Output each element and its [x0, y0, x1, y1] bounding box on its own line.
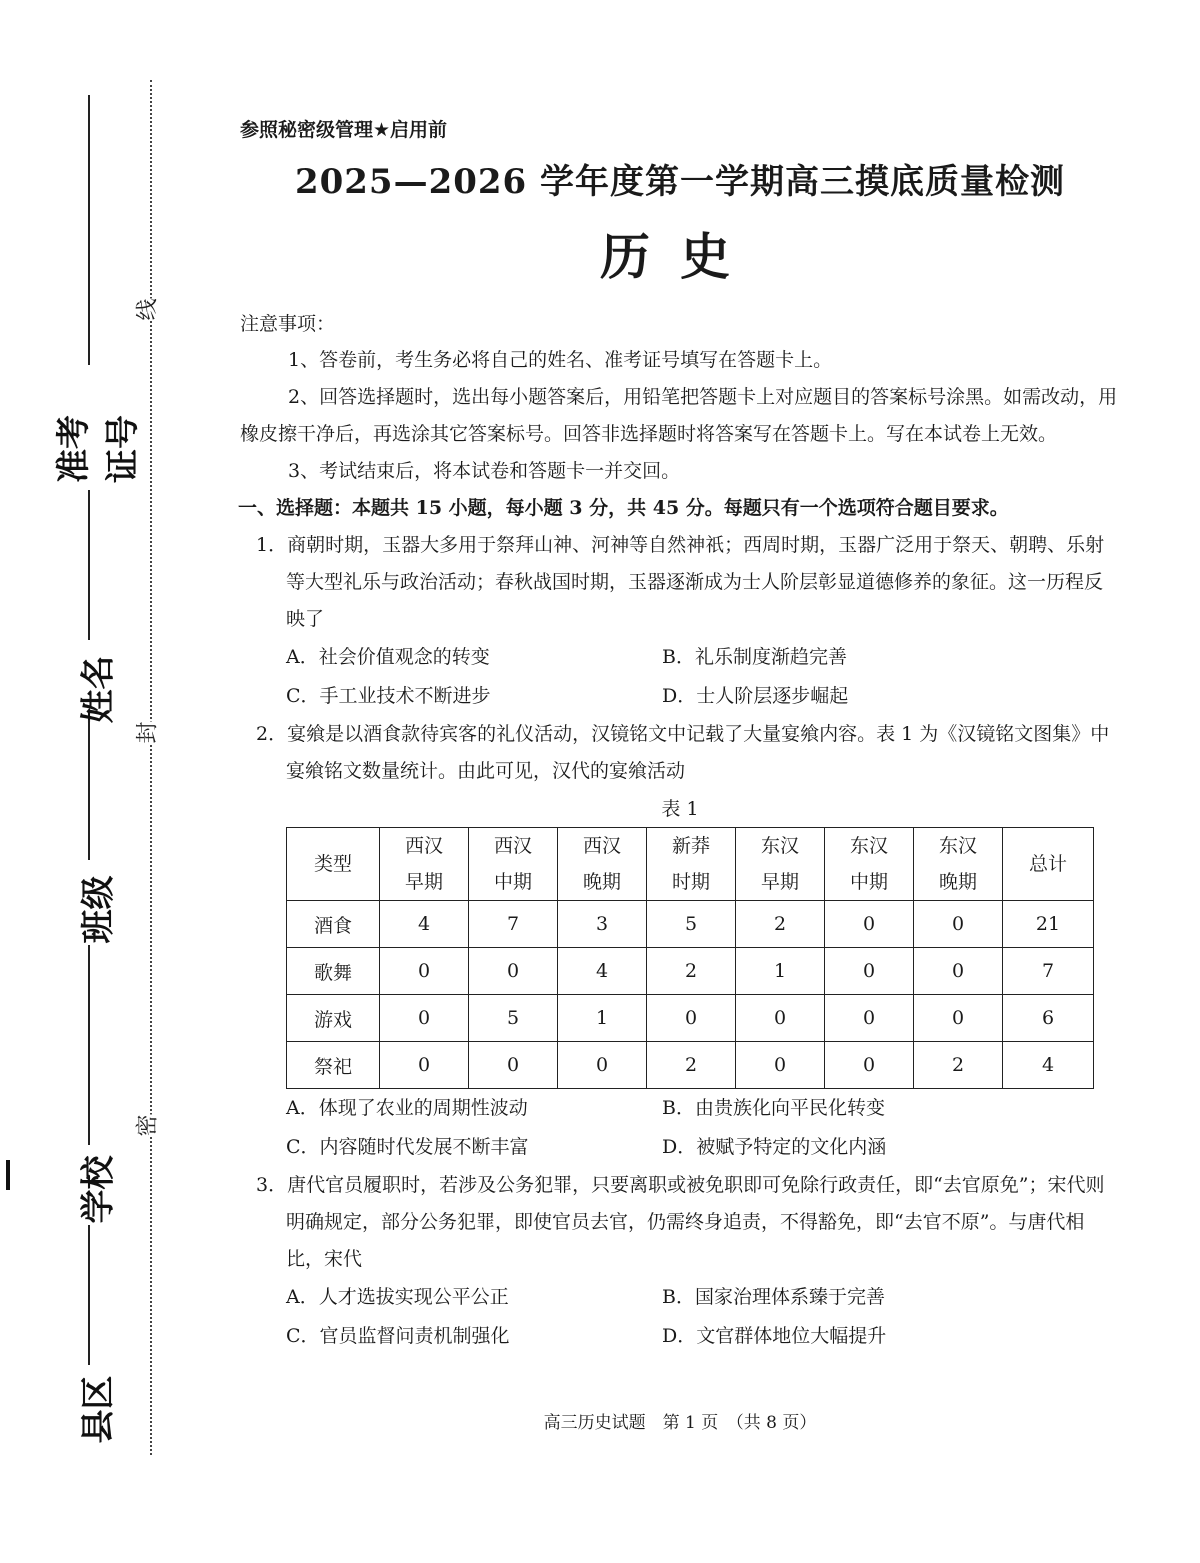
question-2-stem: 2．宴飨是以酒食款待宾客的礼仪活动，汉镜铭文中记载了大量宴飨内容。表 1 为《汉镜铭文图集》中宴飨铭文数量统计。由此可见，汉代的宴飨活动	[256, 723, 1110, 782]
table-cell: 0	[825, 995, 914, 1042]
question-1-options	[240, 638, 1120, 716]
section-heading: 一、选择题：本题共 15 小题，每小题 3 分，共 45 分。每题只有一个选项符合题目要求。	[238, 497, 1009, 519]
table-cell: 0	[825, 901, 914, 948]
table-cell: 0	[380, 995, 469, 1042]
header-period: 新莽 时期	[647, 828, 736, 901]
district-line	[88, 1225, 90, 1365]
table-cell: 2	[914, 1042, 1003, 1089]
header-period: 东汉 中期	[825, 828, 914, 901]
table-cell: 0	[736, 1042, 825, 1089]
table-cell: 7	[1003, 948, 1094, 995]
option-c: C．手工业技术不断进步	[286, 685, 491, 707]
name-label: 姓名	[78, 655, 119, 724]
option-d: D．被赋予特定的文化内涵	[662, 1136, 887, 1158]
header-period: 东汉 晚期	[914, 828, 1003, 901]
table-cell: 0	[825, 1042, 914, 1089]
table-cell: 0	[558, 1042, 647, 1089]
header-period: 西汉 晚期	[558, 828, 647, 901]
table-row	[287, 901, 1094, 948]
option-c: C．内容随时代发展不断丰富	[286, 1136, 529, 1158]
table-caption: 表 1	[661, 798, 699, 820]
option-c: C．官员监督问责机制强化	[286, 1325, 510, 1347]
table-cell: 0	[736, 995, 825, 1042]
table-cell: 5	[469, 995, 558, 1042]
exam-title: 2025—2026 学年度第一学期高三摸底质量检测	[294, 162, 1066, 202]
table-cell: 3	[558, 901, 647, 948]
class-line	[88, 720, 90, 860]
table-cell: 0	[469, 948, 558, 995]
question-3-options	[240, 1278, 1120, 1356]
header-period: 西汉 早期	[380, 828, 469, 901]
table-cell: 4	[1003, 1042, 1094, 1089]
table-cell: 0	[914, 948, 1003, 995]
table-cell: 1	[558, 995, 647, 1042]
table-cell: 1	[736, 948, 825, 995]
table-cell: 2	[736, 901, 825, 948]
district-label: 县区	[78, 1375, 119, 1444]
notice-heading: 注意事项：	[240, 313, 336, 335]
table-cell: 7	[469, 901, 558, 948]
header-period: 西汉 中期	[469, 828, 558, 901]
header-period: 东汉 早期	[736, 828, 825, 901]
table-cell: 5	[647, 901, 736, 948]
option-d: D．文官群体地位大幅提升	[662, 1325, 887, 1347]
table-cell: 2	[647, 1042, 736, 1089]
exam-number-label: 准考证号	[54, 415, 143, 483]
exam-number-line	[88, 95, 90, 365]
table-cell: 歌舞	[287, 948, 380, 995]
cut-mark-xian: 线	[129, 298, 164, 320]
table-cell: 0	[380, 1042, 469, 1089]
table-header-row	[287, 828, 1094, 901]
banquet-inscription-table	[286, 827, 1094, 1089]
header-total: 总计	[1003, 828, 1094, 901]
binding-margin	[0, 0, 170, 1563]
option-a: A．社会价值观念的转变	[286, 646, 490, 668]
notice-item-1: 1、答卷前，考生务必将自己的姓名、准考证号填写在答题卡上。	[288, 349, 833, 371]
table-row	[287, 995, 1094, 1042]
table-cell: 0	[469, 1042, 558, 1089]
school-line	[88, 945, 90, 1145]
table-cell: 4	[558, 948, 647, 995]
cut-dotted-line	[150, 80, 152, 1455]
notice-item-2: 2、回答选择题时，选出每小题答案后，用铅笔把答题卡上对应题目的答案标号涂黑。如需改动，用橡皮擦干净后，再选涂其它答案标号。回答非选择题时将答案写在答题卡上。写在本试卷上无效。	[240, 386, 1118, 445]
table-cell: 2	[647, 948, 736, 995]
option-a: A．体现了农业的周期性波动	[286, 1097, 528, 1119]
school-label: 学校	[78, 1155, 119, 1224]
option-b: B．国家治理体系臻于完善	[662, 1286, 885, 1308]
subject-title: 历史	[600, 227, 760, 286]
table-cell: 祭祀	[287, 1042, 380, 1089]
header-type: 类型	[287, 828, 380, 901]
secret-label: 参照秘密级管理★启用前	[240, 119, 448, 141]
question-3-stem: 3．唐代官员履职时，若涉及公务犯罪，只要离职或被免职即可免除行政责任，即“去官原免”；宋代则明确规定，部分公务犯罪，即使官员去官，仍需终身追责，不得豁免，即“去官不原”。与唐代相比，宋代	[256, 1174, 1105, 1270]
page-footer: 高三历史试题 第 1 页 （共 8 页）	[543, 1413, 817, 1433]
table-cell: 6	[1003, 995, 1094, 1042]
table-row	[287, 1042, 1094, 1089]
table-cell: 0	[647, 995, 736, 1042]
name-line	[88, 490, 90, 640]
option-d: D．士人阶层逐步崛起	[662, 685, 849, 707]
table-cell: 21	[1003, 901, 1094, 948]
table-cell: 酒食	[287, 901, 380, 948]
class-label: 班级	[78, 875, 119, 944]
exam-page	[240, 115, 1120, 1356]
edge-mark	[6, 1160, 10, 1190]
option-b: B．礼乐制度渐趋完善	[662, 646, 847, 668]
table-cell: 0	[914, 901, 1003, 948]
option-b: B．由贵族化向平民化转变	[662, 1097, 885, 1119]
option-a: A．人才选拔实现公平公正	[286, 1286, 509, 1308]
table-cell: 4	[380, 901, 469, 948]
table-cell: 0	[825, 948, 914, 995]
cut-mark-mi: 密	[129, 1114, 164, 1136]
table-cell: 游戏	[287, 995, 380, 1042]
table-cell: 0	[914, 995, 1003, 1042]
notice-item-3: 3、考试结束后，将本试卷和答题卡一并交回。	[288, 460, 681, 482]
table-cell: 0	[380, 948, 469, 995]
cut-mark-feng: 封	[129, 721, 164, 743]
question-2-options	[240, 1089, 1120, 1167]
table-row	[287, 948, 1094, 995]
question-1-stem: 1．商朝时期，玉器大多用于祭拜山神、河神等自然神祇；西周时期，玉器广泛用于祭天、朝聘、乐射等大型礼乐与政治活动；春秋战国时期，玉器逐渐成为士人阶层彰显道德修养的象征。这一历程反映了	[256, 534, 1105, 630]
